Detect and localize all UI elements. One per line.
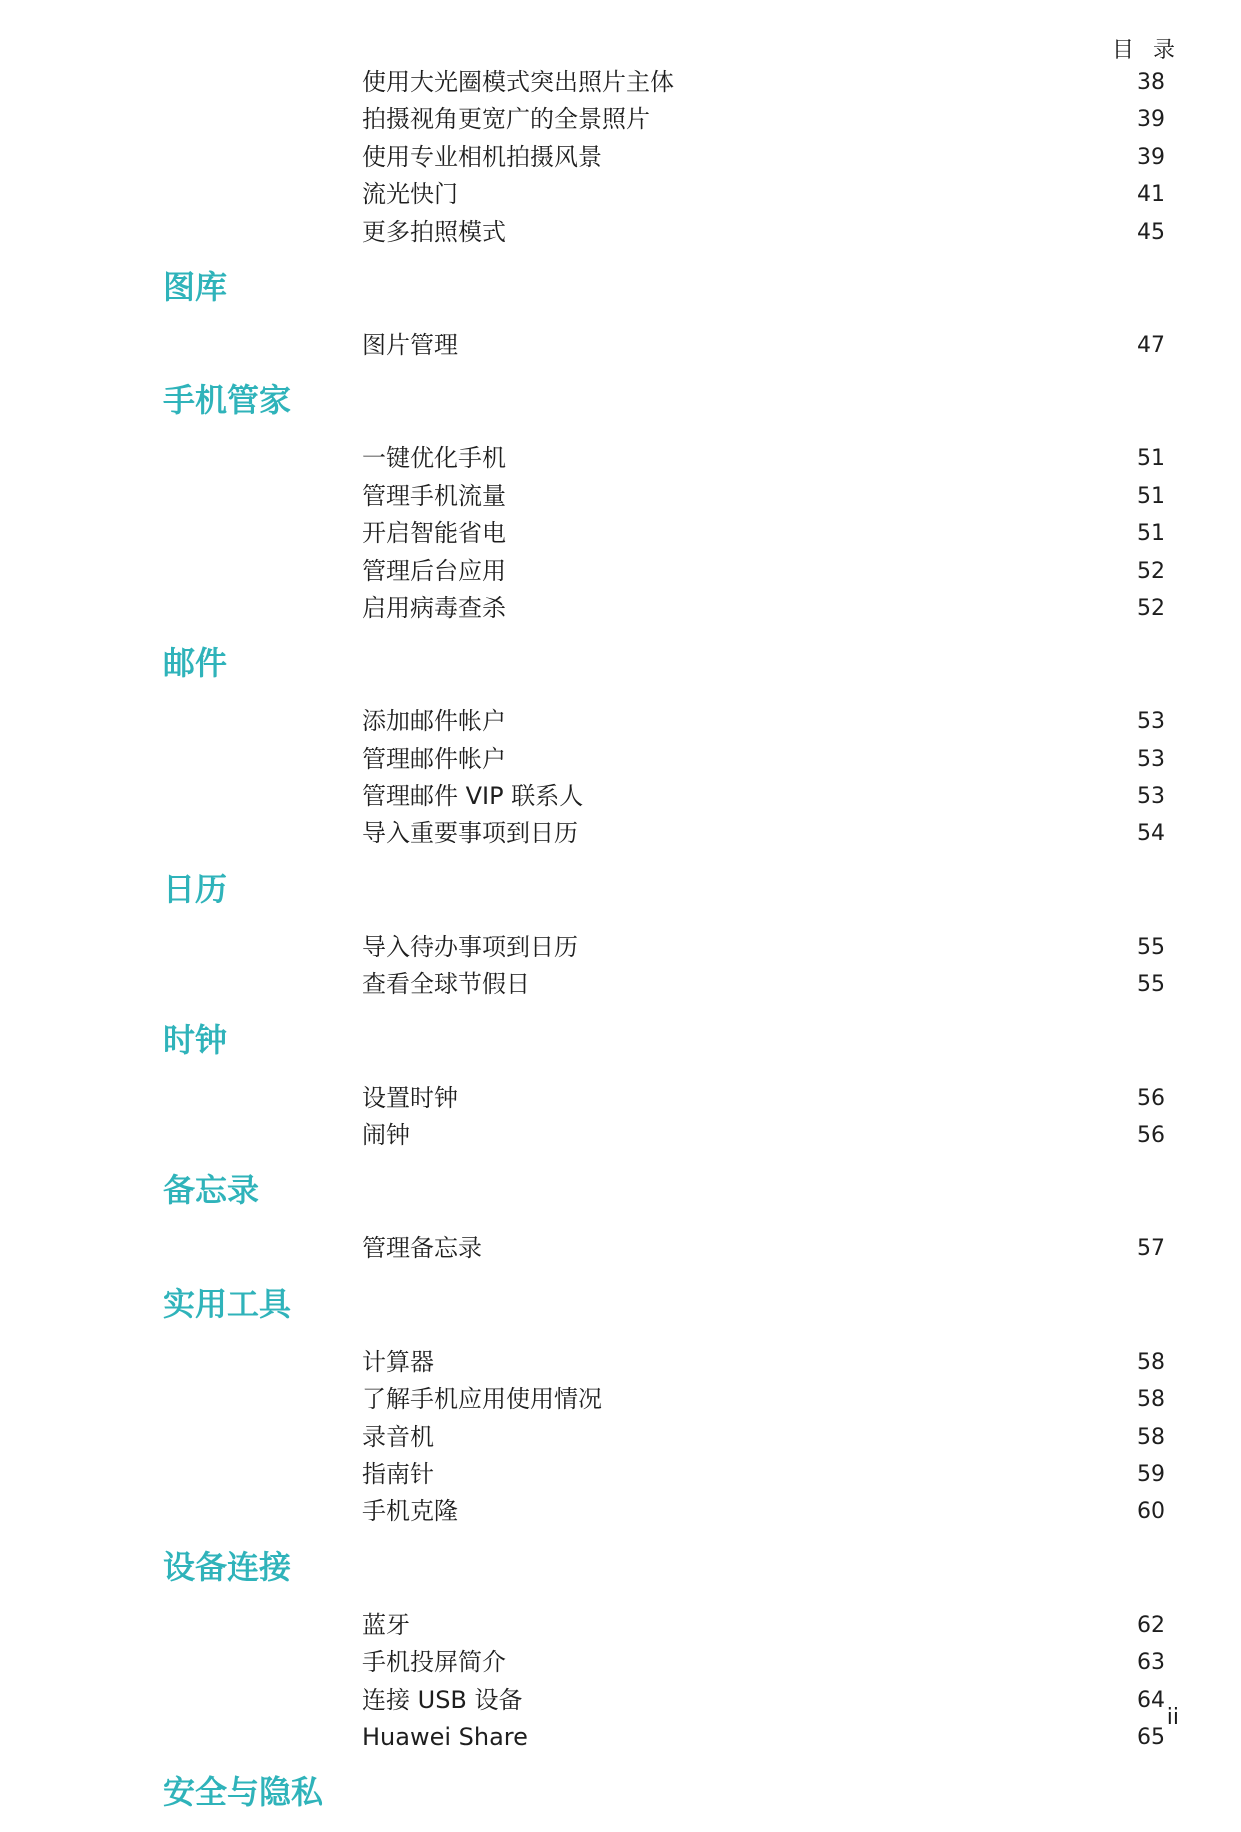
toc-entry[interactable] [0, 1117, 1241, 1154]
toc-entry-title[interactable]: 拍摄视角更宽广的全景照片 [362, 105, 650, 134]
toc-entry-title[interactable]: 设置时钟 [362, 1083, 458, 1112]
toc-entry-title[interactable]: 连接 USB 设备 [362, 1685, 523, 1714]
toc-entry[interactable] [0, 1493, 1241, 1530]
toc-entry[interactable] [0, 515, 1241, 552]
toc-entry-page-number: 53 [1137, 709, 1165, 735]
toc-entry[interactable] [0, 1682, 1241, 1719]
toc-entry-title[interactable]: 使用专业相机拍摄风景 [362, 142, 602, 171]
toc-entry-page-number: 64 [1137, 1687, 1165, 1713]
toc-entry-title[interactable]: 管理备忘录 [362, 1234, 482, 1263]
toc-section-heading [0, 1274, 1241, 1334]
toc-entry[interactable] [0, 553, 1241, 590]
toc-entry[interactable] [0, 590, 1241, 627]
toc-entry[interactable] [0, 139, 1241, 176]
toc-entry-title[interactable]: Huawei Share [362, 1722, 528, 1751]
toc-entry[interactable] [0, 703, 1241, 740]
toc-header-title: 目 录 [1112, 38, 1181, 63]
toc-entry[interactable] [0, 929, 1241, 966]
toc-entry-title[interactable]: 导入重要事项到日历 [362, 819, 578, 848]
toc-entry-title[interactable]: 开启智能省电 [362, 519, 506, 548]
toc-entry-page-number: 53 [1137, 746, 1165, 772]
toc-entry-page-number: 51 [1137, 483, 1165, 509]
toc-entry-page-number: 39 [1137, 144, 1165, 170]
toc-entry[interactable] [0, 966, 1241, 1003]
toc-entry-page-number: 55 [1137, 934, 1165, 960]
toc-entry-title[interactable]: 录音机 [362, 1422, 434, 1451]
toc-entry-page-number: 38 [1137, 70, 1165, 95]
toc-entry-title[interactable]: 启用病毒查杀 [362, 593, 506, 622]
toc-entry-page-number: 65 [1137, 1724, 1165, 1750]
toc-entry[interactable] [0, 741, 1241, 778]
toc-section-heading [0, 370, 1241, 430]
toc-entry-title[interactable]: 一键优化手机 [362, 444, 506, 473]
toc-section-heading [0, 859, 1241, 919]
toc-entry-title[interactable]: 导入待办事项到日历 [362, 932, 578, 961]
toc-entry-title[interactable]: 计算器 [362, 1347, 434, 1376]
toc-entry[interactable] [0, 1381, 1241, 1418]
toc-entry-title[interactable]: 了解手机应用使用情况 [362, 1385, 602, 1414]
toc-entry-title[interactable]: 蓝牙 [362, 1610, 410, 1639]
toc-entry-page-number: 55 [1137, 972, 1165, 998]
toc-entry[interactable] [0, 176, 1241, 213]
toc-entry-title[interactable]: 管理邮件帐户 [362, 744, 506, 773]
toc-section-heading [0, 1762, 1241, 1822]
section-title[interactable]: 备忘录 [163, 1171, 260, 1210]
toc-entry[interactable] [0, 815, 1241, 852]
toc-entry-title[interactable]: 添加邮件帐户 [362, 707, 506, 736]
toc-entry[interactable] [0, 1607, 1241, 1644]
toc-entry-page-number: 53 [1137, 784, 1165, 810]
page-number: ii [1166, 1705, 1179, 1730]
toc-entry-title[interactable]: 流光快门 [362, 180, 458, 209]
toc-entry-title[interactable]: 手机克隆 [362, 1497, 458, 1526]
section-title[interactable]: 时钟 [163, 1020, 228, 1059]
toc-entry-page-number: 47 [1137, 332, 1165, 358]
toc-entry[interactable] [0, 1456, 1241, 1493]
toc-section-heading [0, 1160, 1241, 1220]
toc-entry-page-number: 62 [1137, 1612, 1165, 1638]
toc-entry-page-number: 60 [1137, 1499, 1165, 1525]
toc-entry-page-number: 45 [1137, 219, 1165, 245]
toc-entry-page-number: 51 [1137, 521, 1165, 547]
toc-entry[interactable] [0, 1644, 1241, 1681]
toc-entry-page-number: 39 [1137, 107, 1165, 133]
toc-entry[interactable] [0, 778, 1241, 815]
section-title[interactable]: 手机管家 [163, 381, 292, 420]
section-title[interactable]: 设备连接 [163, 1547, 292, 1586]
toc-entry-page-number: 57 [1137, 1236, 1165, 1262]
toc-entry[interactable] [0, 1230, 1241, 1267]
toc-entry[interactable] [0, 327, 1241, 364]
toc-entry-page-number: 52 [1137, 558, 1165, 584]
toc-entry-page-number: 56 [1137, 1085, 1165, 1111]
toc-entry[interactable] [0, 478, 1241, 515]
toc-entry-title[interactable]: 管理邮件 VIP 联系人 [362, 782, 584, 811]
toc-entry-title[interactable]: 图片管理 [362, 330, 458, 359]
toc-entry-title[interactable]: 指南针 [362, 1459, 434, 1488]
toc-section-heading [0, 1010, 1241, 1070]
toc-entry-page-number: 63 [1137, 1650, 1165, 1676]
toc-entry[interactable] [0, 1344, 1241, 1381]
toc-entry-page-number: 58 [1137, 1424, 1165, 1450]
toc-entry[interactable] [0, 1719, 1241, 1756]
toc-entry-page-number: 58 [1137, 1349, 1165, 1375]
toc-entry-title[interactable]: 闹钟 [362, 1121, 410, 1150]
section-title[interactable]: 日历 [163, 869, 228, 908]
toc-entry[interactable] [0, 214, 1241, 251]
toc-section-heading [0, 257, 1241, 317]
toc-entry-page-number: 41 [1137, 182, 1165, 208]
toc-entry-page-number: 56 [1137, 1123, 1165, 1149]
toc-entry[interactable] [0, 1419, 1241, 1456]
toc-entry[interactable] [0, 440, 1241, 477]
section-title[interactable]: 实用工具 [163, 1284, 292, 1323]
toc-entry-title[interactable]: 手机投屏简介 [362, 1648, 506, 1677]
section-title[interactable]: 邮件 [163, 644, 228, 683]
toc-entry-title[interactable]: 使用大光圈模式突出照片主体 [362, 68, 674, 96]
toc-entry-page-number: 59 [1137, 1461, 1165, 1487]
toc-section-heading [0, 1537, 1241, 1597]
toc-entry-title[interactable]: 管理手机流量 [362, 481, 506, 510]
toc-entry-title[interactable]: 更多拍照模式 [362, 217, 506, 246]
toc-entry-page-number: 52 [1137, 595, 1165, 621]
toc-section-heading [0, 633, 1241, 693]
toc-entry[interactable] [0, 1080, 1241, 1117]
toc-entry-title[interactable]: 管理后台应用 [362, 556, 506, 585]
section-title[interactable]: 图库 [163, 267, 228, 306]
toc-entry-page-number: 51 [1137, 446, 1165, 472]
section-title[interactable]: 安全与隐私 [163, 1773, 324, 1812]
toc-entry[interactable] [0, 101, 1241, 138]
toc-entry[interactable] [0, 64, 1241, 101]
toc-entry-page-number: 54 [1137, 821, 1165, 847]
table-of-contents [0, 64, 1241, 1832]
toc-entry-title[interactable]: 查看全球节假日 [362, 970, 530, 999]
toc-entry-page-number: 58 [1137, 1387, 1165, 1413]
